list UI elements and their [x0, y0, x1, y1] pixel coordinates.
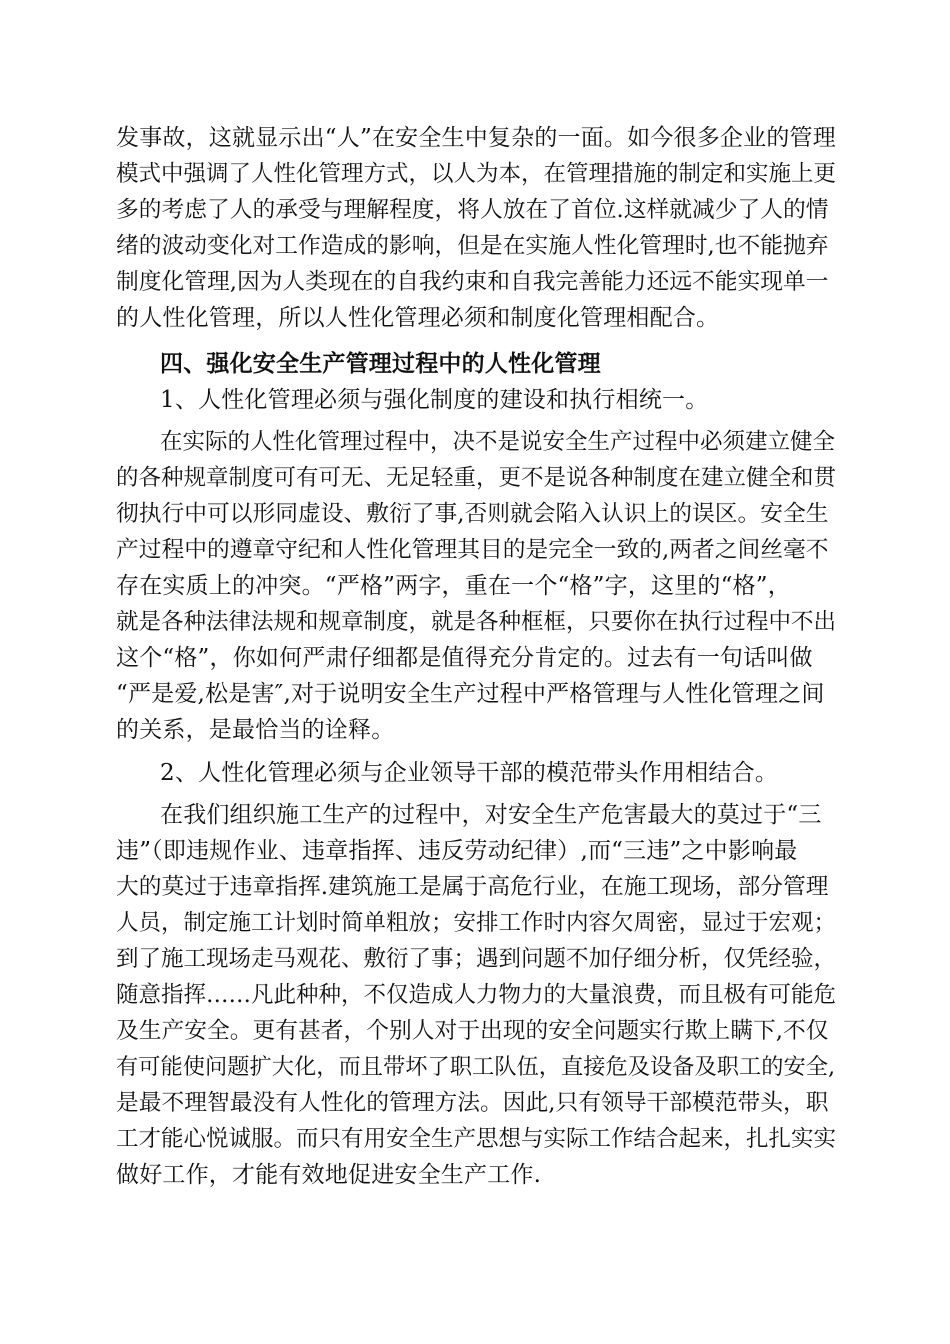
paragraph-2-line-7: 这个“格”，你如何严肃仔细都是值得充分肯定的。过去有一句话叫做	[116, 645, 813, 671]
subheading-2: 2、人性化管理必须与企业领导干部的模范带头作用相结合。	[160, 760, 779, 786]
paragraph-2-line-3: 彻执行中可以形同虚设、敷衍了事,否则就会陷入认识上的误区。安全生	[116, 501, 829, 527]
paragraph-1-line-4: 绪的波动变化对工作造成的影响，但是在实施人性化管理时,也不能抛弃	[116, 233, 829, 259]
paragraph-3-line-4: 人员，制定施工计划时简单粗放；安排工作时内容欠周密，显过于宏观；	[116, 910, 837, 936]
paragraph-3-line-10: 工才能心悦诚服。而只有用安全生产思想与实际工作结合起来，扎扎实实	[116, 1126, 837, 1152]
paragraph-1-line-1: 发事故，这就显示出“人”在安全生中复杂的一面。如今很多企业的管理	[116, 125, 836, 151]
paragraph-3-line-11: 做好工作，才能有效地促进安全生产工作.	[116, 1162, 542, 1188]
paragraph-3-line-1: 在我们组织施工生产的过程中，对安全生产危害最大的莫过于“三	[160, 802, 822, 828]
paragraph-2-line-2: 的各种规章制度可有可无、无足轻重，更不是说各种制度在建立健全和贯	[116, 465, 837, 491]
subheading-1: 1、人性化管理必须与强化制度的建设和执行相统一。	[160, 387, 709, 413]
paragraph-1-line-5: 制度化管理,因为人类现在的自我约束和自我完善能力还远不能实现单一	[116, 269, 829, 295]
paragraph-2-line-6: 就是各种法律法规和规章制度，就是各种框框，只要你在执行过程中不出	[116, 609, 837, 635]
paragraph-3-line-9: 是最不理智最没有人性化的管理方法。因此,只有领导干部模范带头，职	[116, 1090, 829, 1116]
paragraph-1-line-6: 的人性化管理，所以人性化管理必须和制度化管理相配合。	[116, 305, 720, 331]
paragraph-2-line-5: 存在实质上的冲突。“严格”两字，重在一个“格”字，这里的“格”，	[116, 573, 791, 599]
paragraph-3-line-6: 随意指挥……凡此种种，不仅造成人力物力的大量浪费，而且极有可能危	[116, 982, 837, 1008]
section-heading: 四、强化安全生产管理过程中的人性化管理	[160, 350, 601, 377]
paragraph-3-line-3: 大的莫过于违章指挥.建筑施工是属于高危行业，在施工现场，部分管理	[116, 874, 829, 900]
paragraph-2-line-1: 在实际的人性化管理过程中，决不是说安全生产过程中必须建立健全	[160, 429, 836, 455]
paragraph-2-line-9: 的关系，是最恰当的诠释。	[116, 717, 395, 743]
paragraph-3-line-7: 及生产安全。更有甚者，个别人对于出现的安全问题实行欺上瞒下,不仅	[116, 1018, 829, 1044]
paragraph-1-line-3: 多的考虑了人的承受与理解程度，将人放在了首位.这样就减少了人的情	[116, 197, 829, 223]
paragraph-2-line-8: “严是爱,松是害″,对于说明安全生产过程中严格管理与人性化管理之间	[116, 681, 825, 707]
paragraph-3-line-5: 到了施工现场走马观花、敷衍了事；遇到问题不加仔细分析，仅凭经验，	[116, 946, 837, 972]
paragraph-2-line-4: 产过程中的遵章守纪和人性化管理其目的是完全一致的,两者之间丝毫不	[116, 537, 829, 563]
paragraph-3-line-2: 违”（即违规作业、违章指挥、违反劳动纪律）,而“三违”之中影响最	[116, 838, 798, 864]
paragraph-1-line-2: 模式中强调了人性化管理方式，以人为本，在管理措施的制定和实施上更	[116, 161, 837, 187]
paragraph-3-line-8: 有可能使问题扩大化，而且带坏了职工队伍，直接危及设备及职工的安全,	[116, 1054, 836, 1080]
